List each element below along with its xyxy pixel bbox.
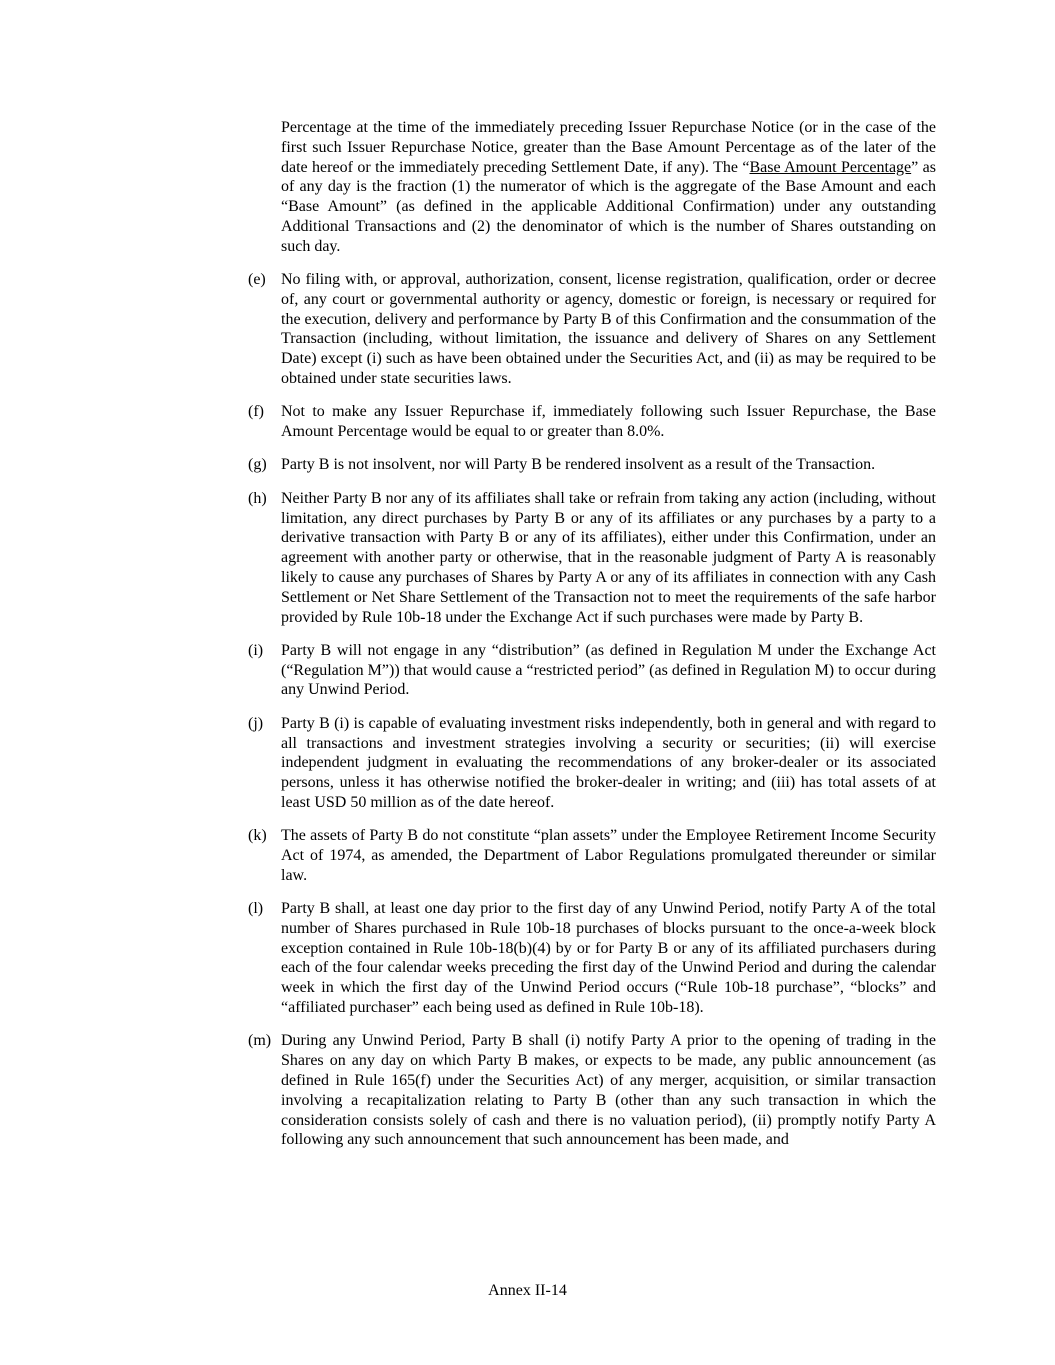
paragraph bbox=[248, 714, 936, 813]
paragraph-label: (j) bbox=[248, 714, 264, 732]
paragraph-text: Party B will not engage in any “distribution” (as defined in Regulation M under the Exchange Act (“Regulation M”)) that would cause a “restricted period” (as defined in Regulation M) to occur during any Unwind Period. bbox=[281, 641, 936, 699]
paragraph-text: During any Unwind Period, Party B shall (i) notify Party A prior to the opening of trading in the Shares on any day on which Party B makes, or expects to be made, any public announcement (as defined in Rule 165(f) under the Securities Act) of any merger, acquisition, or similar transaction involving a recapitalization relating to Party B (other than any such transaction in which the consideration consists solely of cash and there is no valuation period), (ii) promptly notify Party A following any such announcement that such announcement has been made, and bbox=[281, 1032, 936, 1149]
paragraph bbox=[248, 118, 936, 257]
paragraph-label: (h) bbox=[248, 489, 267, 507]
paragraph-text: Party B is not insolvent, nor will Party B be rendered insolvent as a result of the Transaction. bbox=[281, 456, 876, 474]
paragraph-text: Party B (i) is capable of evaluating investment risks independently, both in general and with regard to all transactions and investment strategies involving a security or securities; (ii) will exercise independent judgment in evaluating the recommendations of any broker-dealer or its associated persons, unless it has otherwise notified the broker-dealer in writing; and (iii) has total assets of at least USD 50 million as of the date hereof. bbox=[281, 714, 936, 811]
paragraph bbox=[248, 402, 936, 442]
paragraph bbox=[248, 899, 936, 1018]
paragraph bbox=[248, 489, 936, 628]
paragraph-label: (m) bbox=[248, 1032, 272, 1050]
paragraph-text: Not to make any Issuer Repurchase if, immediately following such Issuer Repurchase, the Base Amount Percentage would be equal to or greater than 8.0%. bbox=[281, 403, 936, 441]
paragraph-text: Neither Party B nor any of its affiliates shall take or refrain from taking any action (including, without limitation, any direct purchases by Party B or any of its affiliates or any purchases by a party to a derivative transaction with Party B or any of its affiliates), either under this Confirmation, under an agreement with another party or otherwise, that in the reasonable judgment of Party A is reasonably likely to cause any purchases of Shares by Party A or any of its affiliates in connection with any Cash Settlement or Net Share Settlement of the Transaction not to meet the requirements of the safe harbor provided by Rule 10b-18 under the Exchange Act if such purchases were made by Party B. bbox=[281, 489, 936, 626]
paragraph-label: (k) bbox=[248, 827, 267, 845]
paragraph bbox=[248, 1031, 936, 1150]
paragraph-label: (e) bbox=[248, 271, 266, 289]
paragraph-text: The assets of Party B do not constitute “plan assets” under the Employee Retirement Income Security Act of 1974, as amended, the Department of Labor Regulations promulgated thereunder or similar law. bbox=[281, 827, 936, 884]
paragraph bbox=[248, 826, 936, 885]
paragraph-text: No filing with, or approval, authorization, consent, license registration, qualification, order or decree of, any court or governmental authority or agency, domestic or foreign, is necessary or required for the execution, delivery and performance by Party B of this Confirmation and the consummation of the Transaction (including, without limitation, the issuance and delivery of Shares on any Settlement Date) except (i) such as have been obtained under the Securities Act, and (ii) as may be required to be obtained under state securities laws. bbox=[281, 271, 936, 388]
paragraph-text: Party B shall, at least one day prior to the first day of any Unwind Period, notify Party A of the total number of Shares purchased in Rule 10b-18 purchases of blocks pursuant to the once-a-week block exception contained in Rule 10b-18(b)(4) by or for Party B or any of its affiliated purchasers during each of the four calendar weeks preceding the first day of the Unwind Period and during the calendar week in which the first day of the Unwind Period occurs (“Rule 10b-18 purchase”, “blocks” and “affiliated purchaser” each being used as defined in Rule 10b-18). bbox=[281, 900, 936, 1017]
defined-term: Base Amount Percentage bbox=[749, 158, 912, 176]
paragraph-text: Percentage at the time of the immediately preceding Issuer Repurchase Notice (or in the case of the first such Issuer Repurchase Notice, greater than the Base Amount Percentage as of the later of the date hereof or the immediately preceding Settlement Date, if any). The “Base Amount Percentage” as of any day is the fraction (1) the numerator of which is the aggregate of the Base Amount and each “Base Amount” (as defined in the applicable Additional Confirmation) under any outstanding Additional Transactions and (2) the denominator of which is the number of Shares outstanding on such day. bbox=[281, 119, 936, 255]
paragraph bbox=[248, 641, 936, 700]
paragraph-label: (l) bbox=[248, 900, 264, 918]
paragraph-label: (g) bbox=[248, 456, 267, 474]
paragraph-label: (f) bbox=[248, 403, 264, 421]
page-footer: Annex II-14 bbox=[488, 1282, 567, 1299]
paragraph bbox=[248, 270, 936, 389]
paragraph bbox=[248, 455, 936, 475]
paragraph-label: (i) bbox=[248, 641, 264, 659]
document-body bbox=[248, 118, 936, 1164]
